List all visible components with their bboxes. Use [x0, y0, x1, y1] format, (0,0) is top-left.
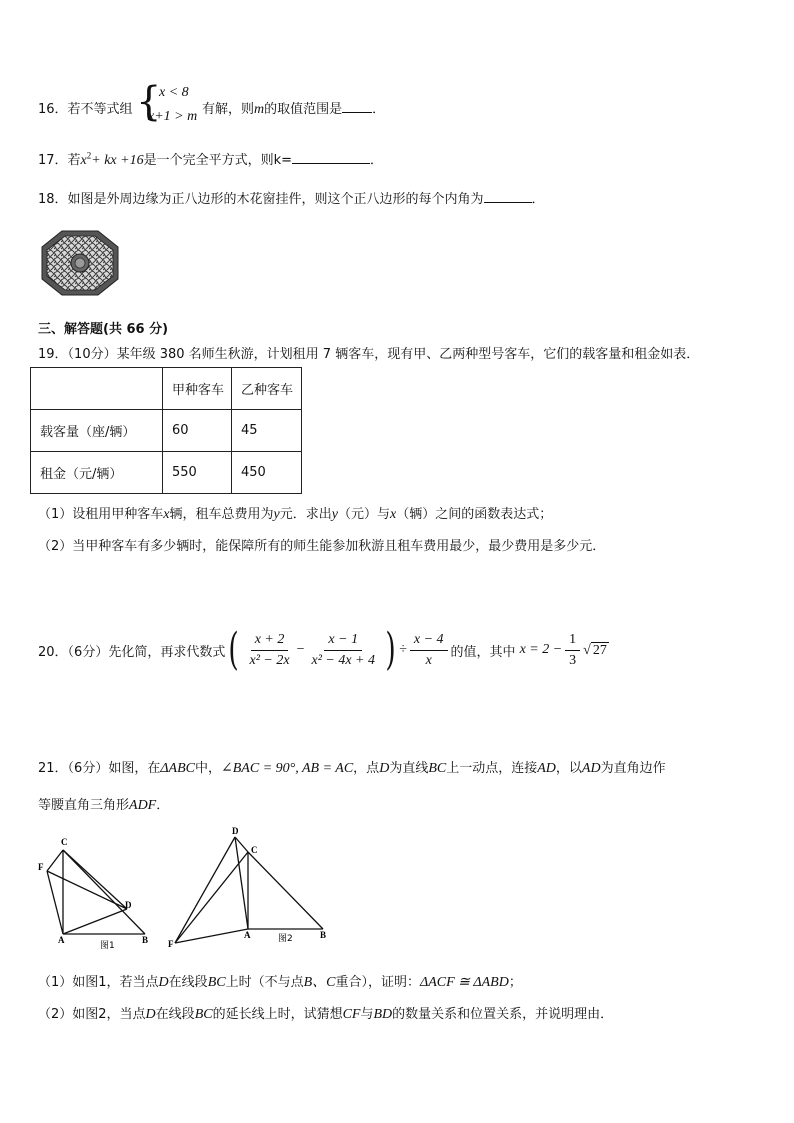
q16-line2: x+1 > m — [148, 109, 198, 124]
q21-text: 在线段 — [155, 1007, 195, 1022]
q17-exp: 2 — [86, 150, 92, 161]
q17-end: ． — [370, 153, 384, 168]
q21-text: 重合），证明： — [335, 975, 420, 990]
q21-var: CF — [342, 1007, 361, 1022]
q21-var: D — [145, 1007, 156, 1022]
q16-var: m — [254, 102, 265, 117]
q21-text: （1）如图1，若当点 — [38, 975, 159, 990]
q21-text: 在线段 — [168, 975, 208, 990]
fraction-denominator: x² − 4x + 4 — [311, 652, 376, 668]
q19-var-x: x — [163, 507, 170, 522]
q17-suffix: 是一个完全平方式，则k= — [143, 153, 293, 168]
q19-var-x: x — [389, 507, 397, 522]
q21-condition: ∠BAC = 90°, AB = AC — [221, 761, 354, 776]
table-cell: 租金（元/辆） — [31, 452, 163, 494]
q21-text: 为直角边作 — [600, 761, 666, 776]
fig1-label-C: C — [61, 837, 68, 847]
q17-expr-a: x — [80, 153, 87, 168]
q16-end: ． — [372, 102, 386, 117]
q17-expr-b: + kx +16 — [91, 153, 144, 168]
fig1-label-F: F — [38, 862, 44, 872]
q21-var: AD — [537, 761, 556, 776]
q19-intro: 19．（10分）某年级 380 名师生秋游，计划租用 7 辆客车，现有甲、乙两种型号客车，它们的载客量和租金如表． — [38, 347, 700, 362]
q21-text: ； — [508, 975, 522, 990]
q21-text: 的数量关系和位置关系，并说明理由． — [392, 1007, 614, 1022]
q21-var: BD — [373, 1007, 393, 1022]
fig1-caption: 图1 — [100, 941, 115, 951]
q21-text: 上一动点，连接 — [446, 761, 538, 776]
q21-var: D — [379, 761, 390, 776]
q21-line1 — [38, 757, 666, 777]
fig2-label-B: B — [320, 930, 327, 940]
q19-var-y: y — [273, 507, 280, 522]
q16-brace: { — [136, 79, 162, 125]
minus-sign: − — [296, 642, 305, 657]
q19-part1-text: （元）与 — [337, 507, 390, 522]
fraction-denominator: x — [425, 652, 432, 668]
radical-sign: √ — [583, 642, 591, 658]
q21-triangle: ΔABC — [160, 761, 195, 776]
rent-table — [30, 367, 302, 494]
q21-var: D — [158, 975, 169, 990]
octagon-window-figure — [40, 229, 120, 297]
q16-tail — [202, 98, 385, 118]
q16-answer-blank[interactable] — [342, 100, 372, 113]
fraction-numerator: x − 4 — [410, 632, 448, 651]
q20-fraction-4 — [565, 632, 580, 669]
table-row — [31, 410, 302, 452]
q21-figures — [35, 823, 340, 951]
q21-text: 21．（6分）如图，在 — [38, 761, 161, 776]
q16-suffix: 的取值范围是 — [264, 102, 343, 117]
question-17 — [38, 149, 383, 169]
q20-sqrt — [583, 642, 609, 659]
section-heading: 三、解答题(共 66 分) — [38, 322, 169, 337]
table-header-cell: 甲种客车 — [163, 368, 232, 410]
q21-line2 — [38, 794, 169, 814]
fig1-label-B: B — [142, 935, 149, 945]
fig2-caption: 图2 — [278, 934, 293, 944]
table-cell: 550 — [163, 452, 232, 494]
q21-var: BC — [207, 975, 226, 990]
table-cell: 载客量（座/辆） — [31, 410, 163, 452]
fraction-numerator: 1 — [565, 632, 580, 651]
fig2-label-C: C — [251, 845, 258, 855]
q21-part1 — [38, 971, 522, 991]
fraction-denominator: x² − 2x — [249, 652, 290, 668]
table-header-row — [31, 368, 302, 410]
q19-part1-text: 辆，租车总费用为 — [169, 507, 274, 522]
radicand: 27 — [592, 642, 607, 658]
table-cell: 60 — [163, 410, 232, 452]
q19-part2: （2）当甲种客车有多少辆时，能保障所有的师生能参加秋游且租车费用最少，最少费用是多少元． — [38, 539, 606, 554]
right-paren: ) — [385, 624, 396, 675]
table-row — [31, 452, 302, 494]
q21-text: 为直线 — [389, 761, 429, 776]
q19-part1-text: 元．求出 — [279, 507, 332, 522]
q16-prefix: 16．若不等式组 — [38, 102, 133, 117]
fig1-label-D: D — [125, 900, 132, 910]
q16-line1: x < 8 — [159, 85, 189, 100]
q19-var-y: y — [331, 507, 338, 522]
table-header-cell — [31, 368, 163, 410]
q21-var: BC — [428, 761, 447, 776]
fraction-numerator: x + 2 — [251, 632, 289, 651]
divide-sign: ÷ — [399, 642, 407, 657]
question-18 — [38, 188, 545, 207]
q17-prefix: 17．若 — [38, 153, 81, 168]
q20-x-equals: x = 2 − — [519, 642, 563, 657]
q16-mid: 有解，则 — [202, 102, 255, 117]
q18-text: 18．如图是外周边缘为正八边形的木花窗挂件，则这个正八边形的每个内角为 — [38, 192, 484, 207]
table-header-cell: 乙种客车 — [232, 368, 302, 410]
fig2-label-F: F — [168, 939, 174, 949]
q20-fraction-2 — [307, 632, 379, 669]
q21-text: ，点 — [353, 761, 380, 776]
q20-mid: 的值，其中 — [450, 644, 516, 660]
q18-end: ． — [531, 192, 545, 207]
q21-text: （2）如图2，当点 — [38, 1007, 146, 1022]
q21-var: B、C — [303, 975, 336, 990]
figure-1 — [47, 850, 145, 934]
q21-text: 等腰直角三角形 — [38, 798, 130, 813]
q19-part1 — [38, 503, 552, 523]
fig2-label-A: A — [244, 930, 251, 940]
q21-text: 中， — [195, 761, 222, 776]
table-cell: 45 — [232, 410, 302, 452]
table-cell: 450 — [232, 452, 302, 494]
q21-part2 — [38, 1003, 613, 1023]
q21-var: AD — [581, 761, 601, 776]
q21-text: ，以 — [555, 761, 582, 776]
q21-text: ． — [156, 798, 170, 813]
q19-part1-text: （1）设租用甲种客车 — [38, 507, 164, 522]
q21-text: 与 — [360, 1007, 374, 1022]
left-paren: ( — [228, 624, 240, 675]
q20-prefix: 20．（6分）先化简，再求代数式 — [38, 644, 226, 660]
q20-fraction-1 — [246, 632, 294, 669]
q20-fraction-3 — [410, 632, 448, 669]
q19-part1-text: （辆）之间的函数表达式； — [396, 507, 553, 522]
q21-var: ADF — [129, 798, 157, 813]
q21-text: 上时（不与点 — [225, 975, 304, 990]
figure-2 — [175, 837, 323, 943]
q21-text: 的延长线上时，试猜想 — [212, 1007, 343, 1022]
fig2-label-D: D — [232, 826, 239, 836]
q21-congruence: ΔACF ≅ ΔABD — [420, 975, 509, 990]
q17-answer-blank[interactable] — [292, 151, 370, 164]
question-20 — [38, 626, 609, 674]
fig1-label-A: A — [58, 935, 65, 945]
q18-answer-blank[interactable] — [484, 190, 532, 203]
fraction-numerator: x − 1 — [324, 632, 362, 651]
q21-var: BC — [194, 1007, 213, 1022]
fraction-denominator: 3 — [569, 652, 577, 668]
